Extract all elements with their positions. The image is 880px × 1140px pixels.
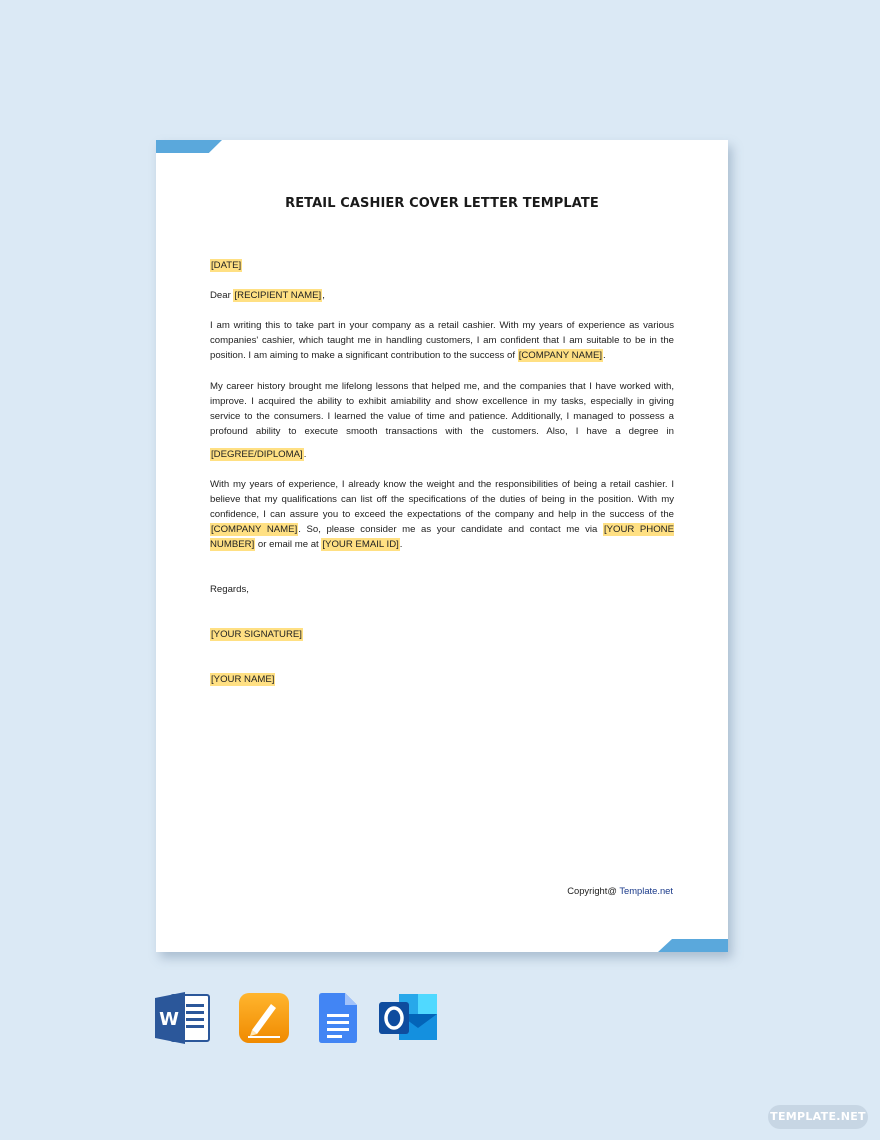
paragraph-2 — [210, 379, 674, 462]
date-line — [210, 258, 674, 273]
paragraph-3 — [210, 477, 674, 552]
corner-accent-top — [156, 140, 222, 153]
name-line — [210, 672, 674, 687]
paragraph-2-end: . — [303, 449, 307, 460]
paragraph-3-text-b: . So, please consider me as your candidate and contact me via — [298, 524, 603, 535]
paragraph-3-text-a: With my years of experience, I already know the weight and the responsibilities of being a retail cashier. I believe that my qualifications can list off the specifications of the duties of being in the position. With my confidence, I can assure you to exceed the expectations of the company and help in the success of the — [210, 479, 674, 520]
degree-placeholder: [DEGREE/DIPLOMA] — [211, 449, 303, 460]
recipient-placeholder: [RECIPIENT NAME] — [234, 290, 322, 301]
signature-placeholder: [YOUR SIGNATURE] — [211, 629, 302, 640]
paragraph-2-text: My career history brought me lifelong lessons that helped me, and the companies that I have worked with, improve. I acquired the ability to exhibit amiability and show excellence in my tasks, especially in giving service to the consumers. I learned the value of time and patience. Additionally, I managed to possess a profound ability to execute smooth transactions with the customers. Also, I have a degree in — [210, 381, 674, 437]
salutation-line — [210, 288, 674, 303]
word-icon[interactable] — [155, 992, 211, 1044]
outlook-icon[interactable] — [379, 992, 439, 1044]
phone-placeholder: [YOUR PHONE NUMBER] — [210, 524, 675, 550]
email-placeholder: [YOUR EMAIL ID] — [322, 539, 399, 550]
google-docs-icon[interactable] — [317, 992, 359, 1044]
copyright-link[interactable]: Template.net — [619, 885, 673, 896]
closing: Regards, — [210, 584, 249, 595]
paragraph-3-end: . — [399, 539, 403, 550]
document-title: RETAIL CASHIER COVER LETTER TEMPLATE — [285, 196, 599, 211]
salutation-comma: , — [322, 290, 325, 301]
paragraph-3-text-c: or email me at — [255, 539, 322, 550]
letter-body — [210, 258, 674, 687]
pages-icon[interactable] — [238, 992, 290, 1044]
copyright-prefix: Copyright@ — [567, 885, 620, 896]
signature-line — [210, 627, 674, 642]
paragraph-1-end: . — [603, 350, 606, 361]
name-placeholder: [YOUR NAME] — [211, 674, 275, 685]
svg-text:W: W — [159, 1009, 179, 1030]
paragraph-1 — [210, 318, 674, 363]
company-placeholder: [COMPANY NAME] — [518, 350, 603, 361]
copyright — [567, 885, 673, 896]
corner-accent-bottom — [658, 939, 728, 952]
date-placeholder: [DATE] — [211, 260, 242, 271]
paragraph-1-text: I am writing this to take part in your company as a retail cashier. With my years of experience as various companies' cashier, which taught me in handling customers, I am confident that I am suitable to be in the position. I am aiming to make a significant contribution to the success of — [210, 320, 674, 361]
salutation: Dear — [210, 290, 234, 301]
letter-page — [156, 140, 728, 952]
template-net-badge: TEMPLATE.NET — [768, 1105, 868, 1129]
company-placeholder-2: [COMPANY NAME] — [211, 524, 298, 535]
